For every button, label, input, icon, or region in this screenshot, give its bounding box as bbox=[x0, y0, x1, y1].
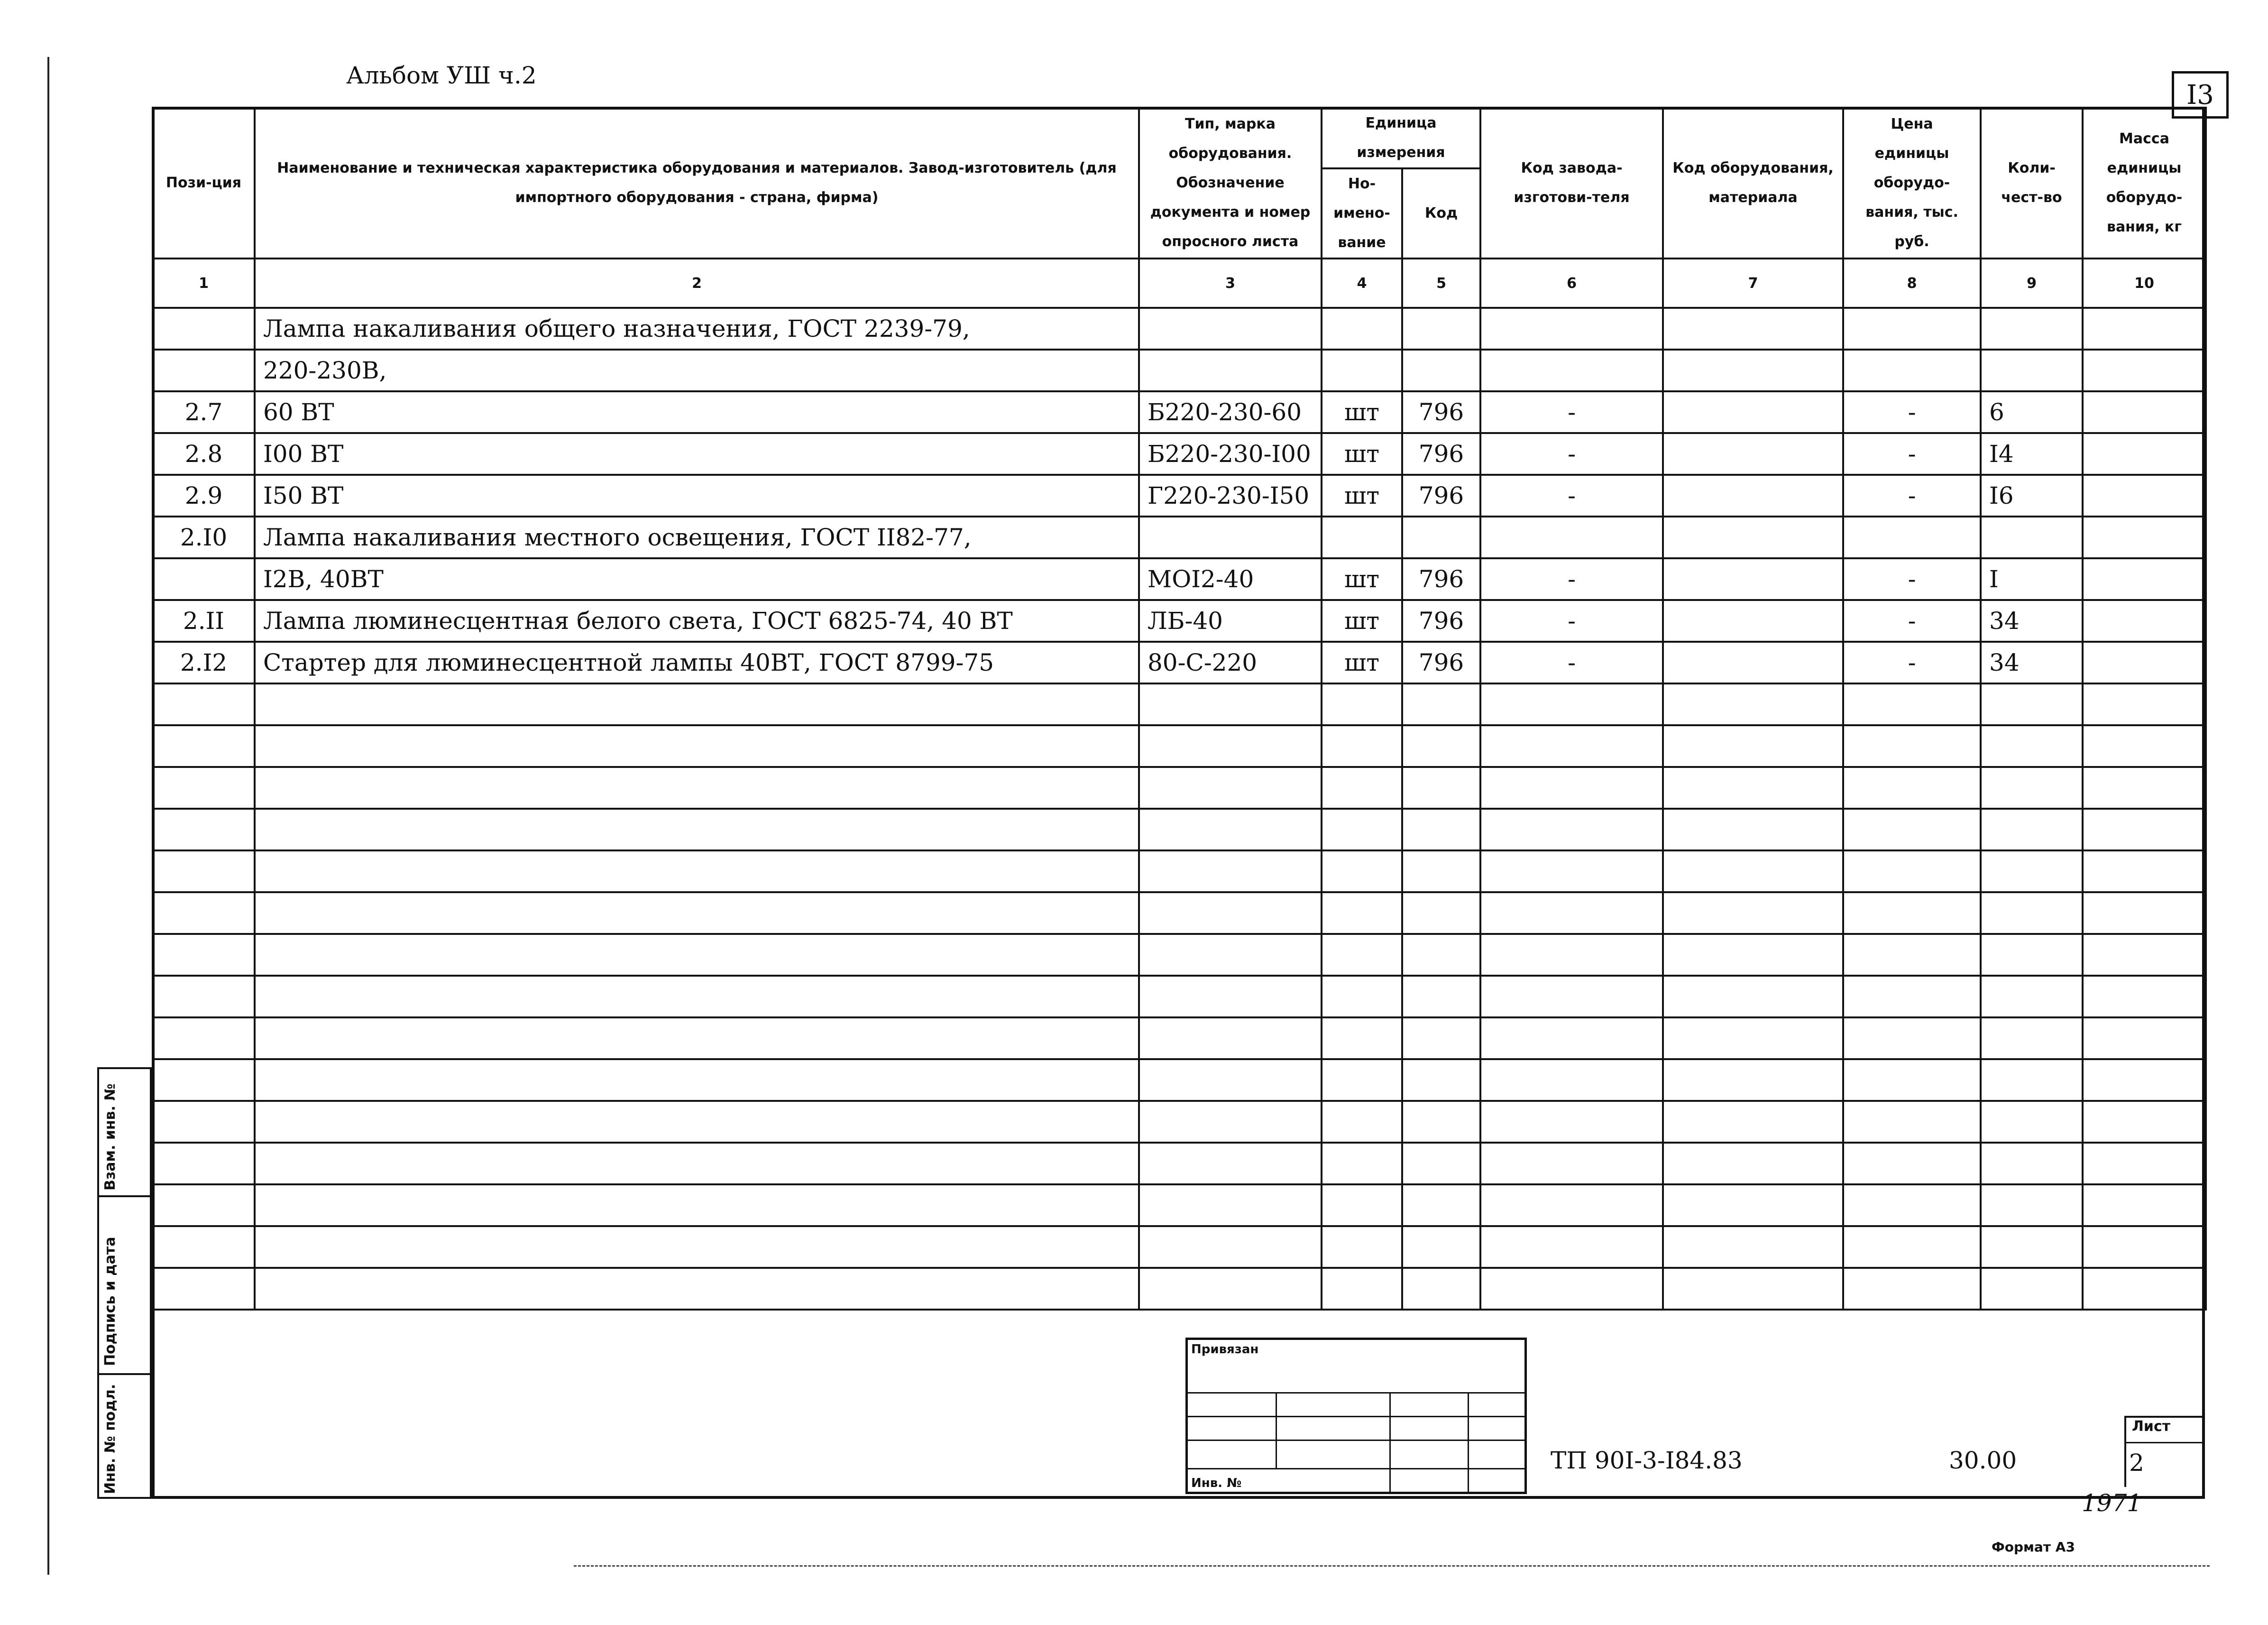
cell-name: I2В, 40ВТ bbox=[255, 558, 1139, 600]
cell-price: - bbox=[1843, 558, 1981, 600]
stamp-line bbox=[1276, 1392, 1277, 1468]
stamp-line bbox=[1468, 1392, 1469, 1494]
cell-name: 60 ВТ bbox=[255, 391, 1139, 433]
cell-quantity: I4 bbox=[1981, 433, 2083, 475]
signature-scribble: 1971 bbox=[2082, 1489, 2142, 1517]
page-number: I3 bbox=[2172, 71, 2229, 119]
cell-unit-name: шт bbox=[1322, 433, 1402, 475]
header-name: Наименование и техническая характеристика оборудования и материалов. Завод-изготовитель (для импортного оборудования - страна, фирма) bbox=[255, 108, 1139, 259]
cell-name: Стартер для люминесцентной лампы 40ВТ, ГОСТ 8799-75 bbox=[255, 642, 1139, 683]
header-unit-group: Единица измерения bbox=[1322, 108, 1480, 168]
sheet-label: Лист bbox=[2132, 1418, 2171, 1435]
drawing-frame bbox=[152, 107, 2205, 1499]
cell-position: 2.II bbox=[153, 600, 255, 642]
cell-type: МОI2-40 bbox=[1139, 558, 1322, 600]
cell-quantity: 34 bbox=[1981, 600, 2083, 642]
cell-position: 2.8 bbox=[153, 433, 255, 475]
cell-factory-code: - bbox=[1480, 475, 1663, 517]
column-number: 7 bbox=[1663, 259, 1843, 308]
cell-price: - bbox=[1843, 600, 1981, 642]
cell-price: - bbox=[1843, 475, 1981, 517]
cell-price: - bbox=[1843, 642, 1981, 683]
cell-position: 2.9 bbox=[153, 475, 255, 517]
cell-unit-code: 796 bbox=[1402, 600, 1480, 642]
header-price: Цена единицы оборудо-вания, тыс. руб. bbox=[1843, 108, 1981, 259]
cell-name: Лампа накаливания местного освещения, ГОСТ II82-77, bbox=[255, 517, 1139, 558]
cell-unit-code: 796 bbox=[1402, 475, 1480, 517]
cell-position: 2.7 bbox=[153, 391, 255, 433]
document-code: ТП 90I-3-I84.83 bbox=[1551, 1447, 1743, 1474]
cell-unit-name: шт bbox=[1322, 391, 1402, 433]
cell-factory-code: - bbox=[1480, 558, 1663, 600]
cell-type: 80-С-220 bbox=[1139, 642, 1322, 683]
cell-unit-name: шт bbox=[1322, 475, 1402, 517]
cell-unit-code: 796 bbox=[1402, 391, 1480, 433]
cell-price: - bbox=[1843, 391, 1981, 433]
column-number: 1 bbox=[153, 259, 255, 308]
cell-type: Г220-230-I50 bbox=[1139, 475, 1322, 517]
stamp-inv: Инв. № bbox=[1191, 1476, 1242, 1490]
cell-type: Б220-230-60 bbox=[1139, 391, 1322, 433]
header-factory-code: Код завода-изготови-теля bbox=[1480, 108, 1663, 259]
cell-type: ЛБ-40 bbox=[1139, 600, 1322, 642]
sheet-number: 2 bbox=[2129, 1449, 2144, 1477]
sidebar-divider bbox=[97, 1373, 152, 1375]
cell-quantity: I6 bbox=[1981, 475, 2083, 517]
sidebar-divider bbox=[97, 1195, 152, 1197]
cell-factory-code: - bbox=[1480, 433, 1663, 475]
cell-type: Б220-230-I00 bbox=[1139, 433, 1322, 475]
column-number: 8 bbox=[1843, 259, 1981, 308]
cell-name: I50 ВТ bbox=[255, 475, 1139, 517]
stamp-title: Привязан bbox=[1191, 1342, 1259, 1357]
column-number: 4 bbox=[1322, 259, 1402, 308]
cell-unit-code: 796 bbox=[1402, 433, 1480, 475]
cell-name: I00 ВТ bbox=[255, 433, 1139, 475]
cell-unit-code: 796 bbox=[1402, 642, 1480, 683]
stamp-line bbox=[1185, 1392, 1527, 1394]
cell-unit-code: 796 bbox=[1402, 558, 1480, 600]
sidebar-inv-original: Инв. № подл. bbox=[102, 1384, 119, 1494]
bottom-trim-line bbox=[574, 1565, 2210, 1567]
cell-factory-code: - bbox=[1480, 642, 1663, 683]
cell-unit-name: шт bbox=[1322, 642, 1402, 683]
header-quantity: Коли-чест-во bbox=[1981, 108, 2083, 259]
header-mass: Масса единицы оборудо-вания, кг bbox=[2083, 108, 2206, 259]
cell-name: 220-230В, bbox=[255, 350, 1139, 391]
sheet-box-line bbox=[2124, 1442, 2205, 1443]
stamp-line bbox=[1185, 1440, 1527, 1441]
header-unit-name: Но-имено-вание bbox=[1322, 168, 1402, 259]
album-title: Альбом УШ ч.2 bbox=[346, 62, 537, 89]
column-number: 9 bbox=[1981, 259, 2083, 308]
left-margin-line bbox=[47, 57, 49, 1575]
cell-factory-code: - bbox=[1480, 600, 1663, 642]
header-unit-code: Код bbox=[1402, 168, 1480, 259]
paper-format: Формат А3 bbox=[1992, 1539, 2075, 1555]
header-position: Пози-ция bbox=[153, 108, 255, 259]
sidebar-signature-date: Подпись и дата bbox=[102, 1237, 119, 1366]
column-number: 3 bbox=[1139, 259, 1322, 308]
cell-name: Лампа люминесцентная белого света, ГОСТ 6825-74, 40 ВТ bbox=[255, 600, 1139, 642]
stamp-line bbox=[1185, 1468, 1527, 1469]
column-number: 5 bbox=[1402, 259, 1480, 308]
cell-quantity: I bbox=[1981, 558, 2083, 600]
cell-position: 2.I2 bbox=[153, 642, 255, 683]
column-number: 10 bbox=[2083, 259, 2206, 308]
cell-name: Лампа накаливания общего назначения, ГОСТ 2239-79, bbox=[255, 308, 1139, 350]
cell-unit-name: шт bbox=[1322, 558, 1402, 600]
sheet-code: 30.00 bbox=[1949, 1447, 2017, 1474]
header-equipment-code: Код оборудования, материала bbox=[1663, 108, 1843, 259]
header-type: Тип, марка оборудования. Обозначение документа и номер опросного листа bbox=[1139, 108, 1322, 259]
cell-factory-code: - bbox=[1480, 391, 1663, 433]
cell-price: - bbox=[1843, 433, 1981, 475]
cell-position: 2.I0 bbox=[153, 517, 255, 558]
sidebar-inv-replace: Взам. инв. № bbox=[102, 1083, 119, 1191]
column-number: 2 bbox=[255, 259, 1139, 308]
cell-quantity: 6 bbox=[1981, 391, 2083, 433]
cell-quantity: 34 bbox=[1981, 642, 2083, 683]
cell-unit-name: шт bbox=[1322, 600, 1402, 642]
stamp-line bbox=[1185, 1416, 1527, 1417]
stamp-line bbox=[1389, 1392, 1391, 1494]
column-number: 6 bbox=[1480, 259, 1663, 308]
